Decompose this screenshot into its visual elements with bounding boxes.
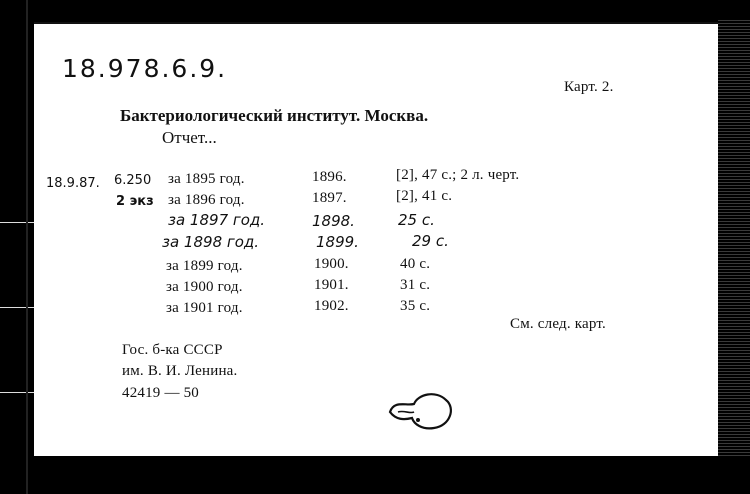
row-details: [2], 47 с.; 2 л. черт. (396, 167, 520, 183)
library-name-line2: им. В. И. Ленина. (122, 363, 238, 379)
scan-artifact-line (0, 222, 34, 223)
row-pub-year: 1897. (312, 190, 347, 206)
row-details: 29 с. (412, 232, 449, 250)
row-details: 31 с. (400, 277, 431, 293)
scan-artifact-vertical (26, 0, 28, 494)
institution-title: Бактериологический институт. Москва. (120, 106, 429, 125)
scan-artifact-line (0, 392, 34, 393)
row-details: [2], 41 с. (396, 188, 453, 204)
scan-artifact-line (0, 307, 34, 308)
row-prefix-note: 2 экз (116, 194, 154, 209)
margin-note: 18.9.87. (46, 176, 100, 191)
row-year-text: за 1897 год. (168, 211, 266, 229)
row-year-text: за 1896 год. (168, 192, 245, 208)
row-year-text: за 1895 год. (168, 171, 245, 187)
library-name-line1: Гос. б-ка СССР (122, 342, 223, 358)
card-number-label: Карт. 2. (564, 79, 614, 95)
row-details: 40 с. (400, 256, 431, 272)
row-details: 25 с. (398, 211, 435, 229)
row-year-text: за 1898 год. (162, 233, 260, 251)
scan-right-edge (718, 18, 750, 458)
row-details: 35 с. (400, 298, 431, 314)
see-next-card: См. след. карт. (510, 316, 606, 332)
row-prefix-note: 6.250 (114, 173, 152, 188)
catalog-card (34, 22, 718, 456)
row-year-text: за 1900 год. (166, 279, 243, 295)
print-code: 42419 — 50 (122, 385, 199, 401)
row-pub-year: 1902. (314, 298, 349, 314)
row-year-text: за 1901 год. (166, 300, 243, 316)
report-subtitle: Отчет... (162, 128, 217, 147)
row-pub-year: 1899. (316, 233, 359, 251)
ink-stamp-icon (384, 386, 464, 432)
accession-number: 18.978.6.9. (62, 54, 228, 83)
row-pub-year: 1898. (312, 212, 355, 230)
row-pub-year: 1896. (312, 169, 347, 185)
row-pub-year: 1901. (314, 277, 349, 293)
row-year-text: за 1899 год. (166, 258, 243, 274)
row-pub-year: 1900. (314, 256, 349, 272)
scan-left-edge (0, 0, 34, 494)
